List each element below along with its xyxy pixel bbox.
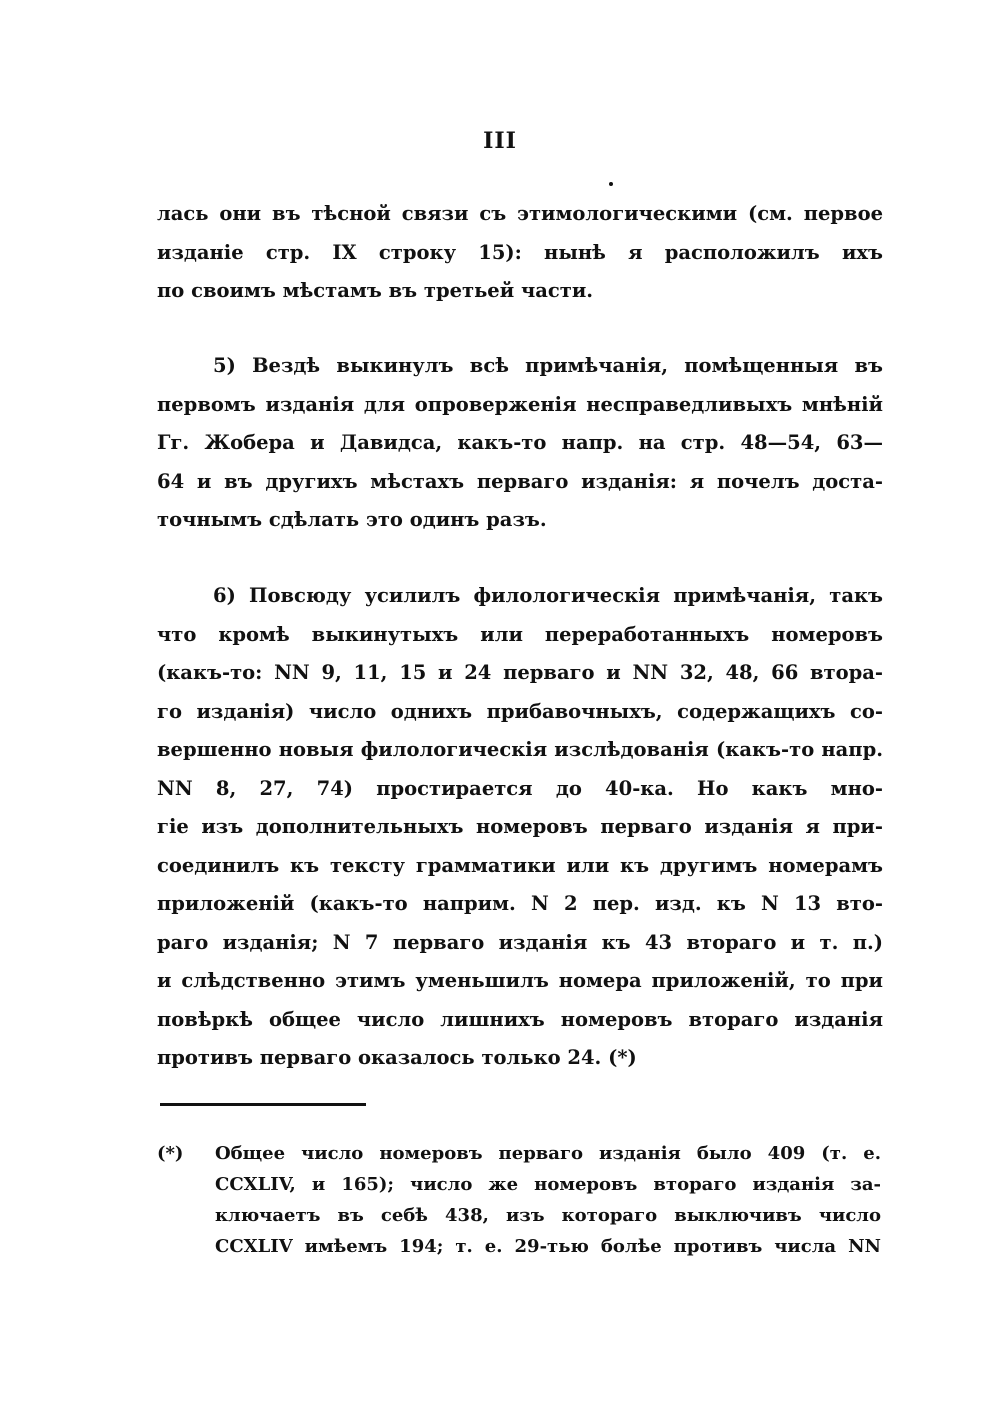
footnote-line: ключаетъ въ себѣ 438, изъ котораго выключивъ число [215, 1205, 881, 1226]
text-line: NN 8, 27, 74) простирается до 40-ка. Но какъ мно- [157, 776, 883, 800]
footnote-separator [160, 1103, 366, 1106]
footnote-marker: (*) [157, 1143, 184, 1164]
text-line: и слѣдственно этимъ уменьшилъ номера приложеній, то при [157, 969, 883, 992]
text-line: точнымъ сдѣлать это одинъ разъ. [157, 508, 547, 531]
footnote-body [215, 1138, 881, 1262]
text-line: раго изданія; N 7 перваго изданія къ 43 втораго и т. п.) [157, 930, 883, 954]
footnote-line: Общее число номеровъ перваго изданія было 409 (т. е. [215, 1143, 881, 1164]
page-number: III [483, 128, 517, 154]
text-line: гіе изъ дополнительныхъ номеровъ перваго изданія я при- [157, 815, 883, 838]
text-line: повѣркѣ общее число лишнихъ номеровъ втораго изданія [157, 1007, 883, 1031]
paragraph-continuation [157, 195, 883, 311]
ink-speck [609, 182, 613, 186]
text-line: приложеній (какъ-то наприм. N 2 пер. изд. къ N 13 вто- [157, 892, 883, 915]
text-line: 6) Повсюду усилилъ филологическія примѣчанія, такъ [213, 584, 883, 607]
text-line: изданіе стр. IX строку 15): нынѣ я расположилъ ихъ [157, 240, 883, 264]
text-line: вершенно новыя филологическія изслѣдованія (какъ-то напр. [157, 738, 883, 761]
footnote [157, 1138, 881, 1262]
text-line: 5) Вездѣ выкинулъ всѣ примѣчанія, помѣщенныя въ [213, 354, 883, 377]
text-line: 64 и въ другихъ мѣстахъ перваго изданія: я почелъ доста- [157, 469, 883, 493]
text-line: противъ перваго оказалось только 24. (*) [157, 1046, 637, 1069]
footnote-line: CCXLIV, и 165); число же номеровъ втораго изданія за- [215, 1174, 881, 1195]
footnote-line: CCXLIV имѣемъ 194; т. е. 29-тью болѣе противъ числа NN [215, 1236, 881, 1257]
text-line: Гг. Жобера и Давидса, какъ-то напр. на стр. 48—54, 63— [157, 431, 883, 454]
text-line: (какъ-то: NN 9, 11, 15 и 24 перваго и NN 32, 48, 66 втора- [157, 661, 883, 684]
paragraph-item-5 [157, 347, 883, 540]
paragraph-item-6 [157, 577, 883, 1078]
text-line: первомъ изданія для опроверженія несправедливыхъ мнѣній [157, 392, 883, 416]
text-line: го изданія) число однихъ прибавочныхъ, содержащихъ со- [157, 699, 883, 723]
text-line: лась они въ тѣсной связи съ этимологическими (см. первое [157, 202, 883, 225]
text-line: соединилъ къ тексту грамматики или къ другимъ номерамъ [157, 853, 883, 877]
text-line: что кромѣ выкинутыхъ или переработанныхъ номеровъ [157, 622, 883, 646]
text-line: по своимъ мѣстамъ въ третьей части. [157, 279, 594, 302]
